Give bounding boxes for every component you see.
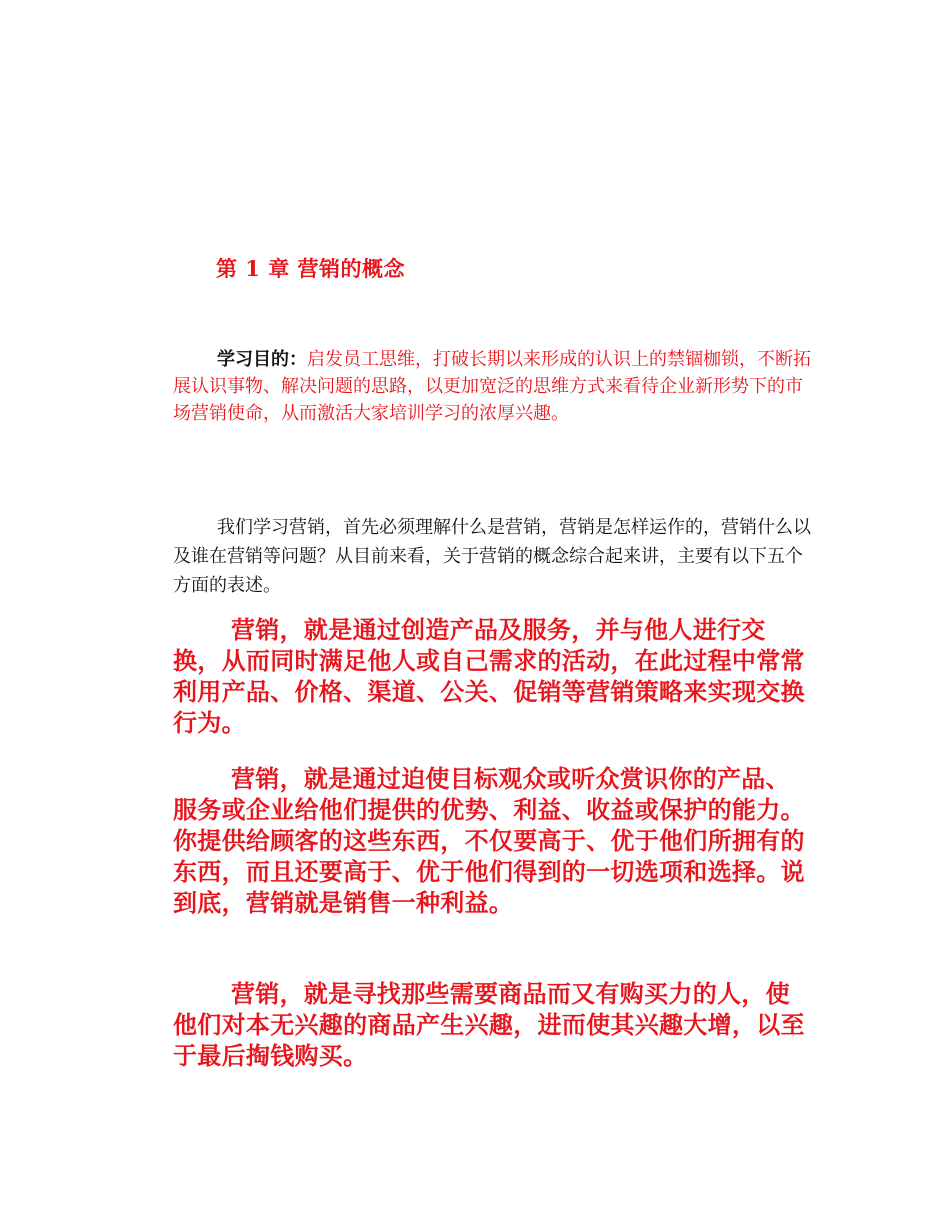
definition-paragraph-2: 营销，就是通过迫使目标观众或听众赏识你的产品、服务或企业给他们提供的优势、利益、收益或保护的能力。你提供给顾客的这些东西，不仅要高于、优于他们所拥有的东西，而且还要高于、优于他们得到的一切选项和选择。说到底，营销就是销售一种利益。 <box>173 764 805 917</box>
chapter-title: 第 1 章 营销的概念 <box>216 256 406 281</box>
intro-paragraph: 我们学习营销，首先必须理解什么是营销，营销是怎样运作的，营销什么以及谁在营销等问题？从目前来看，关于营销的概念综合起来讲，主要有以下五个方面的表述。 <box>173 517 811 596</box>
objective-text: 启发员工思维，打破长期以来形成的认识上的禁锢枷锁，不断拓展认识事物、解决问题的思路，以更加宽泛的思维方式来看待企业新形势下的市场营销使命，从而激活大家培训学习的浓厚兴趣。 <box>173 349 811 424</box>
definition-paragraph-3: 营销，就是寻找那些需要商品而又有购买力的人，使他们对本无兴趣的商品产生兴趣，进而使其兴趣大增，以至于最后掏钱购买。 <box>173 979 805 1070</box>
objective-label: 学习目的： <box>217 349 307 370</box>
learning-objective <box>173 346 813 427</box>
definition-paragraph-1: 营销，就是通过创造产品及服务，并与他人进行交换，从而同时满足他人或自己需求的活动，在此过程中常常利用产品、价格、渠道、公关、促销等营销策略来实现交换行为。 <box>173 615 805 737</box>
